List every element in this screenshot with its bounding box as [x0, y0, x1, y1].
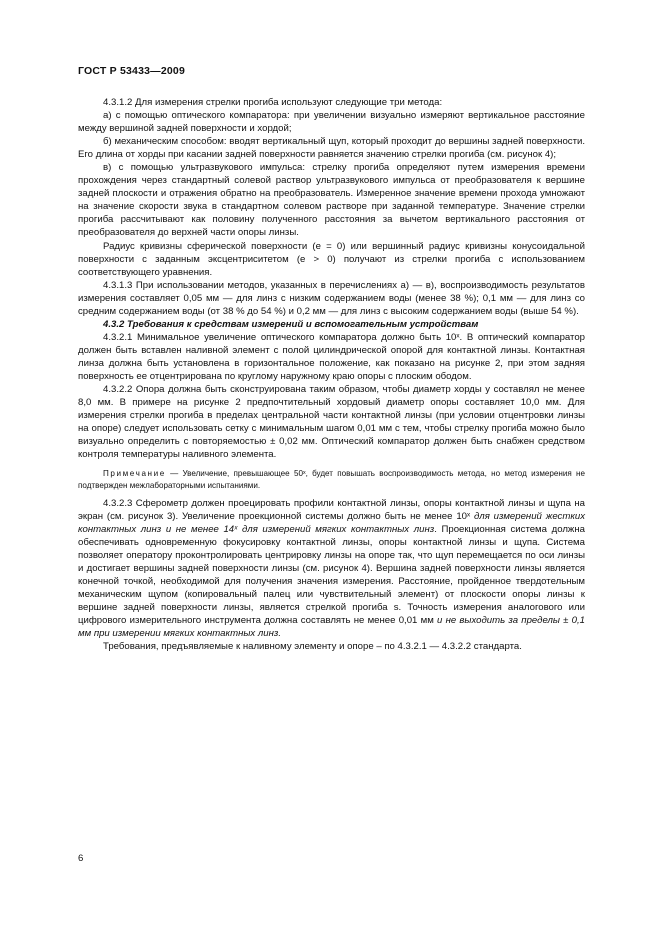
paragraph-method-a: а) с помощью оптического компаратора: при увеличении визуально измеряют вертикальное расстояние между вершиной задней поверхности и хордой; — [78, 110, 585, 135]
document-header: ГОСТ Р 53433—2009 — [78, 65, 186, 77]
document-body — [78, 96, 585, 653]
paragraph-4-3-2-3 — [78, 497, 585, 641]
section-heading-4-3-2: 4.3.2 Требования к средствам измерений и вспомогательным устройствам — [103, 318, 479, 330]
page-number: 6 — [78, 853, 84, 864]
paragraph-method-b: б) механическим способом: вводят вертикальный щуп, который проходит до вершины задней поверхности. Его длина от хорды при касании задней поверхности равняется значению стрелки прогиба (см. рисунок 4); — [78, 136, 585, 161]
paragraph-4-3-2-2: 4.3.2.2 Опора должна быть сконструирована таким образом, чтобы диаметр хорды у составлял не менее 8,0 мм. В примере на рисунке 2 предпочтительный хордовый диаметр опоры составляет 10,0 мм. Для измерения стрелки прогиба в пределах центральной части контактной линзы (при условии отцентровки линзы на опоре) следует использовать сетку с минимальным шагом 0,01 мм с тем, чтобы стрелку прогиба можно было визуально определить с повторяемостью ± 0,02 мм. Оптический компаратор должен быть снабжен средством контроля температуры наливного элемента. — [78, 384, 585, 461]
paragraph-4-3-1-2: 4.3.1.2 Для измерения стрелки прогиба используют следующие три метода: — [103, 97, 443, 108]
paragraph-4-3-2-3-italic2: и не выходить за пределы ± 0,1 мм при измерении мягких контактных линз. — [78, 615, 585, 640]
paragraph-4-3-1-3: 4.3.1.3 При использовании методов, указанных в перечислениях а) — в), воспроизводимость результатов измерения составляет 0,05 мм — для линз с низким содержанием воды (менее 38 %); 0,1 мм — для линз со средним содержанием воды (от 38 % до 54 %) и 0,2 мм — для линз с высоким содержанием воды (выше 54 %). — [78, 279, 585, 317]
paragraph-4-3-2-3-part2: . Проекционная система должна обеспечивать одновременную фокусировку контактной линзы, опоры контактной линзы и щупа. Система позволяет оператору проконтролировать центрировку линзы на опоре так, что щуп перемещается по оси линзы и достигает вершины задней поверхности линзы (см. рисунок 4). Вершина задней поверхности линзы является конечной точкой, необходимой для получения значения измерения. Расстояние, пройденное твердотельным механическим щупом (копировальный палец или чувствительный элемент) от плоскости опоры линзы к вершине задней поверхности линзы, является стрелкой прогиба s. Точность измерения аналогового или цифрового измерительного инструмента должна составлять не менее 0,01 мм — [78, 523, 585, 627]
note-label: Примечание — [103, 469, 166, 479]
note — [78, 468, 585, 490]
note-text: — Увеличение, превышающее 50ˣ, будет повышать воспроизводимость метода, но метод измерения не подтвержден межлабораторными испытаниями. — [78, 469, 585, 490]
paragraph-method-c: в) с помощью ультразвукового импульса: стрелку прогиба определяют путем измерения времени прохождения через стандартный солевой раствор ультразвукового импульса от преобразователя к вершине задней плоскости и отражения обратно на преобразователь. Измеренное значение времени прохода умножают на значение скорости звука в стандартном солевом растворе при заданной температуре. Значение стрелки прогиба рассчитывают как половину полученного расстояния за вычетом вертикального расстояния от преобразователя до верхней части опоры линзы. — [78, 162, 585, 239]
paragraph-radius: Радиус кривизны сферической поверхности (е = 0) или вершинный радиус кривизны конусоидальной поверхности с заданным эксцентриситетом (е > 0) получают из стрелки прогиба с использованием соответствующего уравнения. — [78, 240, 585, 278]
paragraph-4-3-2-3-part1: 4.3.2.3 Сферометр должен проецировать профили контактной линзы, опоры контактной линзы и щупа на экран (см. рисунок 3). Увеличение проекционной системы должно быть не менее 10ˣ — [78, 497, 585, 522]
paragraph-4-3-2-1: 4.3.2.1 Минимальное увеличение оптического компаратора должно быть 10ˣ. В оптический компаратор должен быть вставлен наливной элемент с полой цилиндрической опорой для контактной линзы. Контактная линза должна быть установлена в горизонтальное положение, как показано на рисунке 2, при этом задняя поверхность ее отцентрирована по круглому наружному краю опоры с плоским ободом. — [78, 331, 585, 382]
paragraph-4-3-2-3-italic1: для измерений жестких контактных линз и не менее 14ˣ для измерений мягких контактных линз — [78, 510, 585, 535]
paragraph-requirements: Требования, предъявляемые к наливному элементу и опоре – по 4.3.2.1 — 4.3.2.2 стандарта. — [103, 641, 522, 653]
